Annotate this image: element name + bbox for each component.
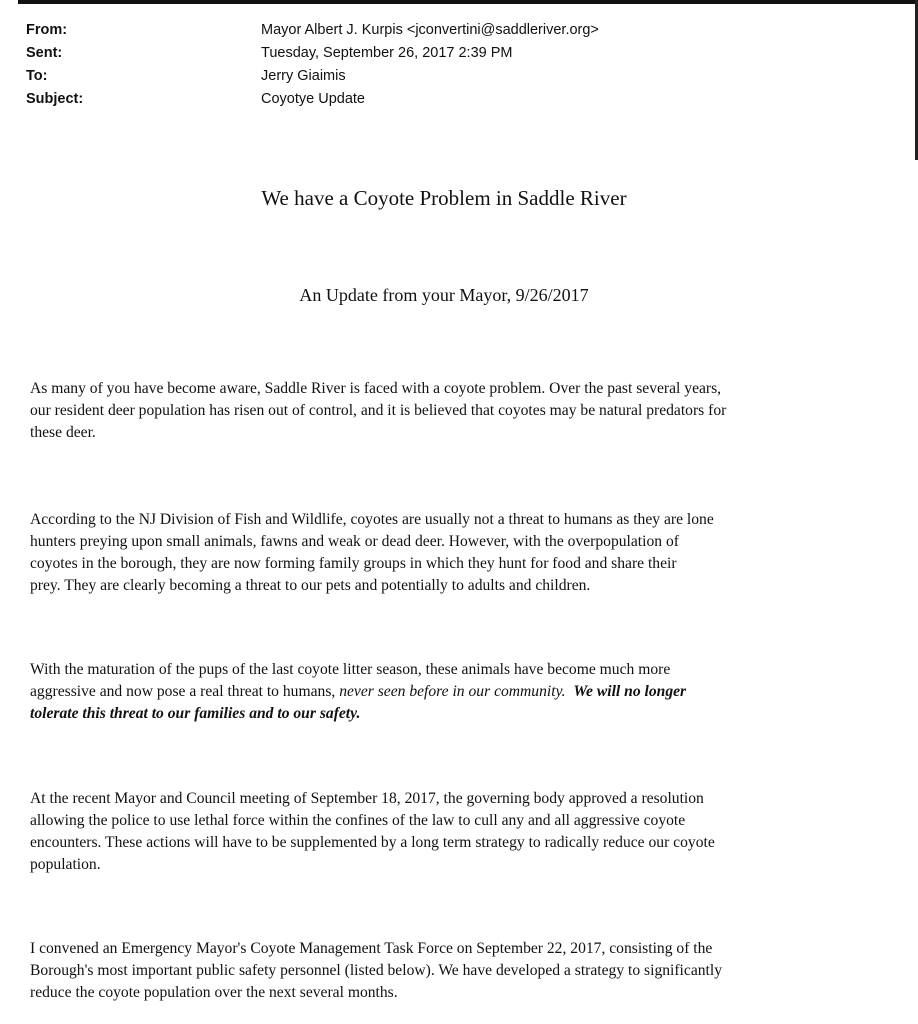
paragraph-line: I convened an Emergency Mayor's Coyote Management Task Force on September 22, 2017, consisting of the (30, 940, 713, 957)
to-label: To: (26, 68, 48, 84)
paragraph-5 (30, 938, 890, 1004)
paragraph-line-bold: tolerate this threat to our families and to our safety. (30, 705, 361, 722)
paragraph-line: hunters preying upon small animals, fawns and weak or dead deer. However, with the overpopulation of (30, 533, 679, 550)
sent-label: Sent: (26, 45, 63, 61)
paragraph-2 (30, 509, 890, 597)
paragraph-line: these deer. (30, 424, 96, 441)
paragraph-line-mixed (30, 681, 890, 703)
paragraph-line: coyotes in the borough, they are now forming family groups in which they hunt for food and share their (30, 555, 677, 572)
paragraph-line: reduce the coyote population over the next several months. (30, 984, 398, 1001)
subject-value: Coyotye Update (261, 91, 365, 107)
paragraph-line: prey. They are clearly becoming a threat to our pets and potentially to adults and children. (30, 577, 591, 594)
document-title: We have a Coyote Problem in Saddle River (261, 186, 627, 210)
paragraph-line: allowing the police to use lethal force within the confines of the law to cull any and all aggressive coyote (30, 812, 686, 829)
paragraph-line: According to the NJ Division of Fish and Wildlife, coyotes are usually not a threat to humans as they are lone (30, 511, 714, 528)
line-italic-text: never seen before in our community. (339, 683, 566, 700)
paragraph-line: Borough's most important public safety personnel (listed below). We have developed a strategy to significantly (30, 962, 722, 979)
paragraph-line: our resident deer population has risen out of control, and it is believed that coyotes may be natural predators for (30, 402, 727, 419)
paragraph-line: encounters. These actions will have to be supplemented by a long term strategy to radically reduce our coyote (30, 834, 715, 851)
top-border-line (18, 0, 918, 4)
paragraph-line: With the maturation of the pups of the last coyote litter season, these animals have become much more (30, 661, 671, 678)
paragraph-3 (30, 659, 890, 725)
paragraph-line: population. (30, 856, 101, 873)
to-value: Jerry Giaimis (261, 68, 346, 84)
from-value: Mayor Albert J. Kurpis <jconvertini@saddleriver.org> (261, 22, 599, 38)
paragraph-line: As many of you have become aware, Saddle River is faced with a coyote problem. Over the past several years, (30, 380, 722, 397)
line-bold-italic-text: We will no longer (573, 683, 687, 700)
subject-label: Subject: (26, 91, 84, 107)
document-subtitle: An Update from your Mayor, 9/26/2017 (299, 285, 589, 305)
paragraph-1 (30, 378, 890, 444)
paragraph-4 (30, 788, 890, 876)
line-plain-text: aggressive and now pose a real threat to humans, (30, 683, 340, 700)
from-label: From: (26, 22, 68, 38)
sent-value: Tuesday, September 26, 2017 2:39 PM (261, 45, 513, 61)
paragraph-line: At the recent Mayor and Council meeting of September 18, 2017, the governing body approved a resolution (30, 790, 704, 807)
